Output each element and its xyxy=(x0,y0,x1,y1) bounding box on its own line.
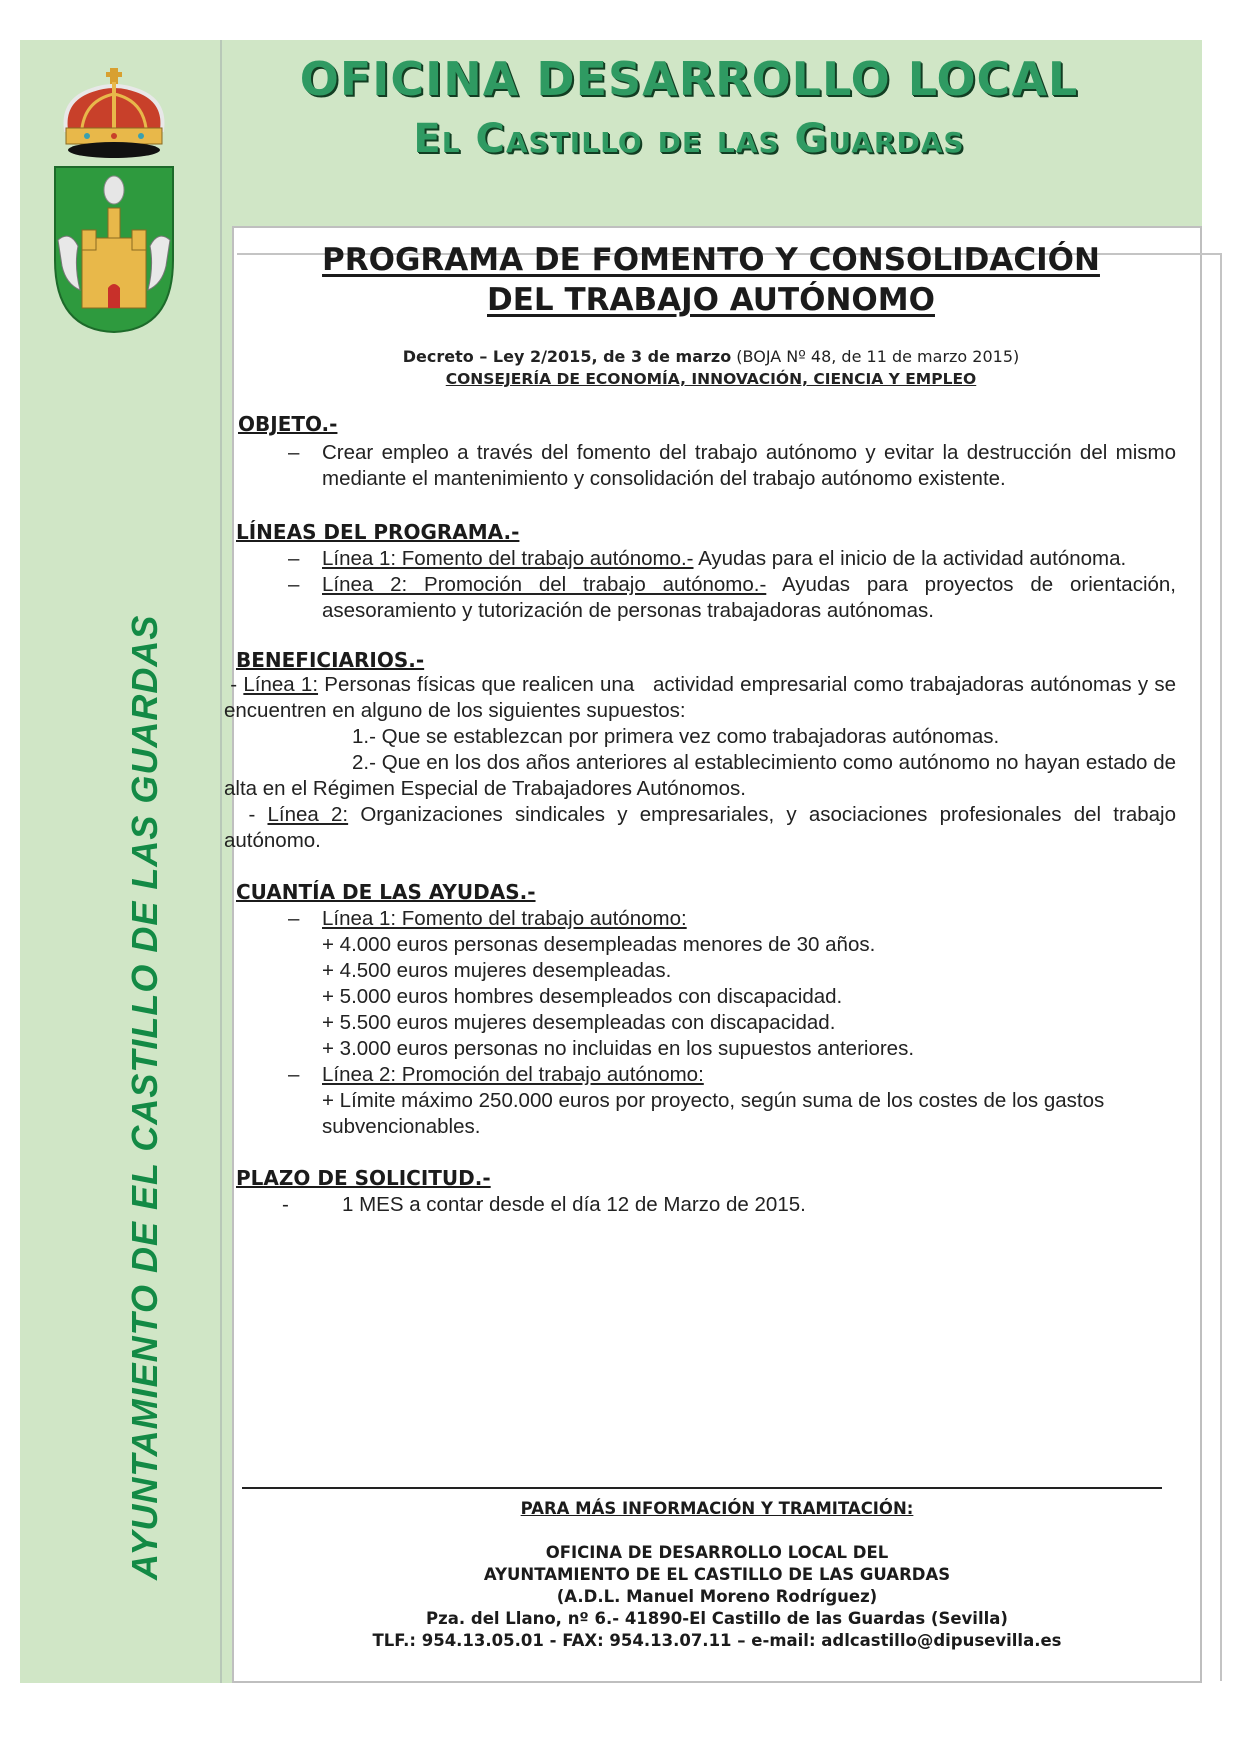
plazo-text: 1 MES a contar desde el día 12 de Marzo de 2015. xyxy=(342,1193,806,1216)
beneficiarios-linea2 xyxy=(224,802,1186,854)
header-line-2: El Castillo de las Guardas xyxy=(413,116,965,162)
sidebar-vertical-text: AYUNTAMIENTO DE EL CASTILLO DE LAS GUARDAS xyxy=(124,614,165,1580)
program-title xyxy=(236,240,1186,320)
linea-text: Ayudas para el inicio de la actividad autónoma. xyxy=(693,547,1127,570)
linea1-label: Línea 1: xyxy=(243,673,319,696)
shield-icon xyxy=(55,167,173,332)
dash-bullet: – xyxy=(288,907,300,930)
amount-item: + 5.500 euros mujeres desempleadas con discapacidad. xyxy=(322,1011,836,1034)
section-heading-beneficiarios: BENEFICIARIOS.- xyxy=(236,648,425,672)
lineas-item xyxy=(236,546,1186,572)
cuantia-linea2 xyxy=(236,1062,1186,1088)
dash-bullet: – xyxy=(288,441,300,464)
footer-line-1: OFICINA DE DESARROLLO LOCAL DEL xyxy=(545,1543,889,1562)
section-heading-objeto: OBJETO.- xyxy=(238,412,338,436)
linea-label: Línea 2: Promoción del trabajo autónomo.- xyxy=(322,573,767,596)
amount-item: + 4.500 euros mujeres desempleadas. xyxy=(322,959,672,982)
decree-info xyxy=(236,346,1186,390)
plazo-item xyxy=(236,1192,1186,1218)
footer-line-2: AYUNTAMIENTO DE EL CASTILLO DE LAS GUARDAS xyxy=(483,1565,951,1584)
lineas-item xyxy=(236,572,1186,624)
coat-of-arms-icon xyxy=(52,60,176,340)
footer-divider xyxy=(242,1487,1162,1489)
footer-address: Pza. del Llano, nº 6.- 41890-El Castillo de las Guardas (Sevilla) xyxy=(426,1609,1008,1628)
header-line-1: OFICINA DESARROLLO LOCAL xyxy=(299,52,1079,106)
linea2-text: Organizaciones sindicales y empresariales, y asociaciones profesionales del trabajo autónomo. xyxy=(224,803,1182,852)
crown-icon xyxy=(66,68,163,158)
section-heading-plazo: PLAZO DE SOLICITUD.- xyxy=(236,1166,491,1190)
contact-footer xyxy=(232,1494,1202,1652)
section-heading-lineas: LÍNEAS DEL PROGRAMA.- xyxy=(236,520,520,544)
linea1-text: Personas físicas que realicen una actividad empresarial como trabajadoras autónomas y se encuentren en alguno de los siguientes supuestos: xyxy=(224,673,1182,722)
footer-heading: PARA MÁS INFORMACIÓN Y TRAMITACIÓN: xyxy=(520,1499,914,1518)
cuantia-linea1-label: Línea 1: Fomento del trabajo autónomo: xyxy=(322,907,687,930)
linea-label: Línea 1: Fomento del trabajo autónomo.- xyxy=(322,547,694,570)
objeto-text: Crear empleo a través del fomento del trabajo autónomo y evitar la destrucción del mismo mediante el mantenimiento y consolidación del trabajo autónomo existente. xyxy=(322,441,1176,490)
dash-bullet: - xyxy=(282,1193,289,1216)
beneficiarios-point-1: 1.- Que se establezcan por primera vez como trabajadoras autónomas. xyxy=(352,725,1000,748)
amount-item: + Límite máximo 250.000 euros por proyecto, según suma de los costes de los gastos subvencionables. xyxy=(322,1089,1105,1138)
amount-item: + 4.000 euros personas desempleadas menores de 30 años. xyxy=(322,933,876,956)
main-content xyxy=(224,240,1186,1218)
cuantia-linea1 xyxy=(236,906,1186,932)
cuantia-linea2-label: Línea 2: Promoción del trabajo autónomo: xyxy=(322,1063,704,1086)
dash-bullet: – xyxy=(288,1063,300,1086)
office-header xyxy=(176,48,1202,168)
dash-bullet: – xyxy=(288,547,300,570)
decree-boja: (BOJA Nº 48, de 11 de marzo 2015) xyxy=(731,347,1020,366)
consejeria: CONSEJERÍA DE ECONOMÍA, INNOVACIÓN, CIENCIA Y EMPLEO xyxy=(445,370,977,388)
decree-law: Decreto – Ley 2/2015, de 3 de marzo xyxy=(402,347,732,366)
amount-item: + 3.000 euros personas no incluidas en los supuestos anteriores. xyxy=(322,1037,915,1060)
left-band-edge xyxy=(220,40,232,1683)
bullet-prefix: - xyxy=(224,803,268,826)
objeto-item xyxy=(236,440,1186,492)
beneficiarios-point-2: 2.- Que en los dos años anteriores al establecimiento como autónomo no hayan estado de alta en el Régimen Especial de Trabajadores Autónomos. xyxy=(224,751,1176,800)
footer-contact[interactable]: TLF.: 954.13.05.01 - FAX: 954.13.07.11 – e-mail: adlcastillo@dipusevilla.es xyxy=(372,1631,1062,1650)
dash-bullet: – xyxy=(288,573,300,596)
section-heading-cuantia: CUANTÍA DE LAS AYUDAS.- xyxy=(236,880,536,904)
title-line-2: DEL TRABAJO AUTÓNOMO xyxy=(487,282,935,318)
linea-text: Ayudas para proyectos de orientación, asesoramiento y tutorización de personas trabajadoras autónomas. xyxy=(322,573,1176,622)
linea2-label: Línea 2: xyxy=(267,803,349,826)
beneficiarios-linea1 xyxy=(224,672,1186,724)
amount-item: + 5.000 euros hombres desempleados con discapacidad. xyxy=(322,985,843,1008)
bullet-prefix: - xyxy=(224,673,244,696)
footer-line-3: (A.D.L. Manuel Moreno Rodríguez) xyxy=(556,1587,878,1606)
title-line-1: PROGRAMA DE FOMENTO Y CONSOLIDACIÓN xyxy=(322,242,1100,278)
